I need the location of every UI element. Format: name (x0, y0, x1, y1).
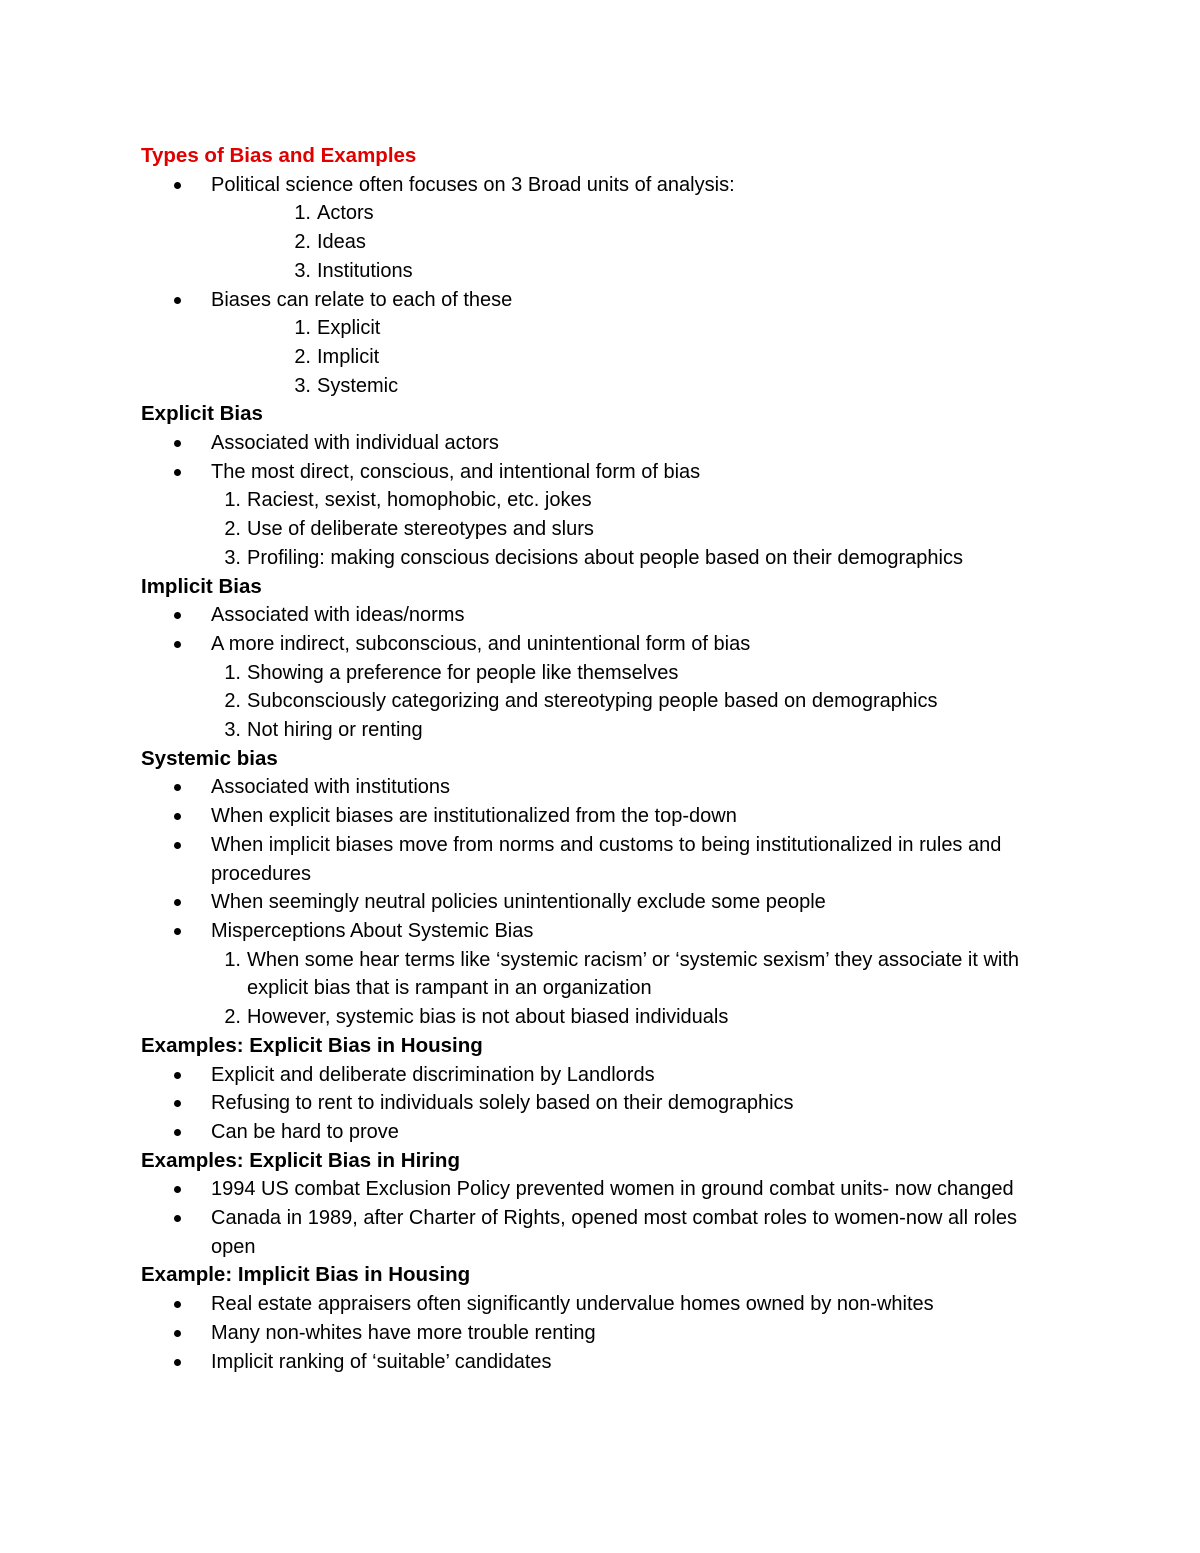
list-text: Subconsciously categorizing and stereotyping people based on demographics (247, 690, 938, 713)
list-item (141, 228, 1061, 257)
list-item: Many non-whites have more trouble renting (141, 1319, 1061, 1348)
systemic-items (141, 946, 1061, 1032)
list-item: Associated with institutions (141, 773, 1061, 802)
list-text: However, systemic bias is not about biased individuals (247, 1006, 729, 1029)
list-item: 1994 US combat Exclusion Policy prevented women in ground combat units- now changed (141, 1175, 1061, 1204)
section-heading-implicit-bias: Implicit Bias (141, 574, 262, 598)
list-number: 1. (294, 202, 311, 225)
section-heading-explicit-housing: Examples: Explicit Bias in Housing (141, 1033, 483, 1057)
list-item (141, 1003, 1061, 1032)
intro-list-2 (141, 286, 1061, 315)
implicit-housing-bullets (141, 1290, 1061, 1376)
list-text: Use of deliberate stereotypes and slurs (247, 518, 594, 541)
list-number: 2. (224, 690, 241, 713)
list-number: 1. (224, 661, 241, 684)
implicit-bullets (141, 601, 1061, 658)
list-item (141, 716, 1061, 745)
list-text: Institutions (317, 259, 413, 282)
implicit-items (141, 659, 1061, 745)
list-item: Associated with ideas/norms (141, 601, 1061, 630)
explicit-hiring-bullets (141, 1175, 1061, 1261)
list-item (141, 486, 1061, 515)
list-item: Political science often focuses on 3 Broad units of analysis: (141, 171, 1061, 200)
list-text: Systemic (317, 374, 399, 397)
list-text: Actors (317, 202, 374, 225)
section-heading-explicit-bias: Explicit Bias (141, 402, 263, 426)
list-text: Raciest, sexist, homophobic, etc. jokes (247, 489, 592, 512)
list-number: 3. (224, 719, 241, 742)
list-text: Ideas (317, 231, 366, 254)
list-item (141, 257, 1061, 286)
explicit-bullets (141, 429, 1061, 486)
list-number: 2. (294, 231, 311, 254)
list-text: Explicit (317, 317, 381, 340)
list-item: Refusing to rent to individuals solely based on their demographics (141, 1089, 1061, 1118)
list-item (141, 314, 1061, 343)
list-number: 3. (294, 259, 311, 282)
list-item (141, 659, 1061, 688)
list-item: When seemingly neutral policies unintentionally exclude some people (141, 888, 1061, 917)
list-text: When some hear terms like ‘systemic racism’ or ‘systemic sexism’ they associate it with explicit bias that is rampant in an organization (247, 948, 1020, 1000)
list-number: 3. (294, 374, 311, 397)
list-item (141, 343, 1061, 372)
list-text: Showing a preference for people like themselves (247, 661, 679, 684)
list-item (141, 544, 1061, 573)
list-item: Misperceptions About Systemic Bias (141, 917, 1061, 946)
list-number: 1. (224, 948, 241, 971)
list-item: Can be hard to prove (141, 1118, 1061, 1147)
list-text: Profiling: making conscious decisions about people based on their demographics (247, 546, 963, 569)
list-item: Biases can relate to each of these (141, 286, 1061, 315)
list-item: When explicit biases are institutionalized from the top-down (141, 802, 1061, 831)
section-heading-explicit-hiring: Examples: Explicit Bias in Hiring (141, 1148, 460, 1172)
list-item: The most direct, conscious, and intentional form of bias (141, 458, 1061, 487)
list-item (141, 946, 1061, 1003)
section-heading-systemic-bias: Systemic bias (141, 746, 278, 770)
list-text: Implicit (317, 345, 380, 368)
list-item: Canada in 1989, after Charter of Rights, opened most combat roles to women-now all roles open (141, 1204, 1061, 1261)
document-content (141, 142, 1061, 1376)
list-item: Implicit ranking of ‘suitable’ candidates (141, 1348, 1061, 1377)
list-number: 2. (294, 345, 311, 368)
list-item (141, 515, 1061, 544)
list-item: Associated with individual actors (141, 429, 1061, 458)
list-item: When implicit biases move from norms and customs to being institutionalized in rules and procedures (141, 831, 1061, 888)
units-list (141, 199, 1061, 285)
list-item (141, 687, 1061, 716)
list-number: 2. (224, 518, 241, 541)
list-item (141, 199, 1061, 228)
list-item: Real estate appraisers often significantly undervalue homes owned by non-whites (141, 1290, 1061, 1319)
explicit-housing-bullets (141, 1061, 1061, 1147)
list-number: 1. (294, 317, 311, 340)
list-number: 1. (224, 489, 241, 512)
list-item: A more indirect, subconscious, and unintentional form of bias (141, 630, 1061, 659)
list-item: Explicit and deliberate discrimination by Landlords (141, 1061, 1061, 1090)
list-number: 2. (224, 1006, 241, 1029)
list-text: Not hiring or renting (247, 719, 423, 742)
explicit-items (141, 486, 1061, 572)
document-title: Types of Bias and Examples (141, 144, 417, 167)
section-heading-implicit-housing: Example: Implicit Bias in Housing (141, 1263, 471, 1287)
list-number: 3. (224, 546, 241, 569)
list-item (141, 372, 1061, 401)
intro-list (141, 171, 1061, 200)
types-list (141, 314, 1061, 400)
systemic-bullets (141, 773, 1061, 945)
